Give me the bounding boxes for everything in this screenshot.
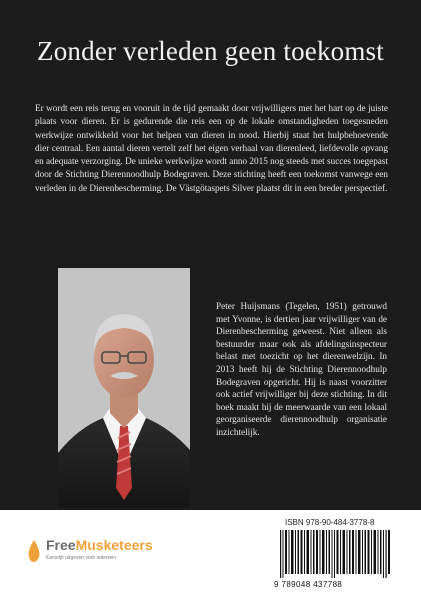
barcode-icon [278, 530, 393, 578]
publisher-tagline: Kansrijk uitgeven voor iedereen [46, 555, 117, 561]
publisher-name [46, 537, 153, 553]
publisher-name-musketeers: Musketeers [75, 537, 153, 553]
book-blurb: Er wordt een reis terug en vooruit in de tijd gemaakt door vrijwilligers met het hart op de juiste plaats voor dieren. Er is gedurende die reis een op de lokale omstandigheden toegesneden werkwijze ontwikkeld voor het helpen van dieren in nood. Hierbij staat het hulpbehoevende dier centraal. Een aantal dieren vertelt zelf het eigen verhaal van dierenleed, liefdevolle opvang en adequate verzorging. De unieke werkwijze wordt anno 2015 nog steeds met succes toegepast door de Stichting Dierennoodhulp Bodegraven. Deze stichting heeft een toekomst vanwege een verleden in de Dierenbescherming. De Västgötaspets Silver plaatst dit in een breder perspectief. [35, 103, 388, 193]
author-portrait-image [58, 268, 190, 508]
barcode-digits: 9 789048 437788 [274, 580, 343, 589]
author-photo [58, 268, 190, 508]
author-bio: Peter Huijsmans (Tegelen, 1951) getrouwd met Yvonne, is dertien jaar vrijwilliger van de Dierenbescherming geweest. Niet alleen als bestuurder maar ook als afdelingsinspecteur belast met toezicht op het dierenwelzijn. In 2013 heeft hij de Stichting Dierennoodhulp Bodegraven opgericht. Hij is naast voorzitter ook actief vrijwilliger bij deze stichting. In dit boek maakt hij de meerwaarde van een lokaal georganiseerde dierennoodhulp organisatie inzichtelijk. [216, 301, 387, 437]
isbn-label: ISBN 978-90-484-3778-8 [285, 518, 375, 527]
publisher-logo [26, 533, 176, 573]
book-title: Zonder verleden geen toekomst [37, 36, 384, 66]
publisher-name-free: Free [46, 537, 76, 553]
drop-icon [26, 539, 42, 563]
